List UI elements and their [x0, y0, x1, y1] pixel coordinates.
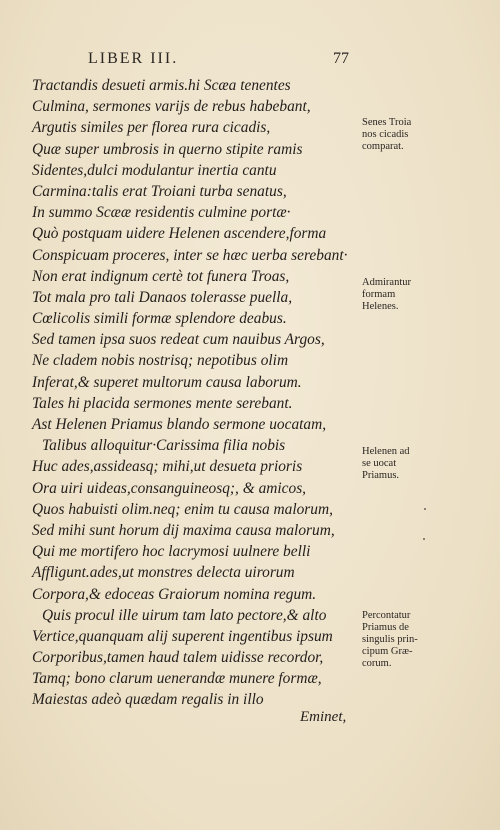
- verse-line: Argutis similes per florea rura cicadis,: [32, 119, 271, 137]
- marginal-note-admirantur: [362, 277, 462, 313]
- verse-line: Tractandis desueti armis.hi Scæa tenentes: [32, 77, 291, 94]
- verse-line: Affligunt.ades,ut monstres delecta uirorum: [32, 564, 295, 582]
- ink-speck: [424, 508, 426, 510]
- marginal-note-line: Helenen ad: [362, 446, 410, 457]
- verse-line: Quos habuisti olim.neq; enim tu causa malorum,: [32, 500, 333, 518]
- verse-line: Non erat indignum certè tot funera Troas,: [32, 267, 290, 285]
- marginal-note-line: comparat.: [362, 141, 404, 152]
- verse-line: Ora uiri uideas,consanguineosq;, & amicos,: [32, 479, 307, 497]
- marginal-note-line: Priamus de: [362, 622, 409, 633]
- verse-line: Inferat,& superet multorum causa laborum.: [32, 373, 302, 391]
- verse-line: Talibus alloquitur·Carissima filia nobis: [42, 437, 286, 455]
- verse-line: Ast Helenen Priamus blando sermone uocatam,: [32, 416, 327, 433]
- verse-line: Sed mihi sunt horum dij maxima causa malorum,: [32, 521, 335, 539]
- running-head: LIBER III.: [88, 50, 179, 67]
- marginal-note-line: Senes Troia: [362, 117, 412, 128]
- verse-line: In summo Scææ residentis culmine portæ·: [32, 204, 291, 222]
- verse-line: Qui me mortifero hoc lacrymosi uulnere belli: [32, 543, 311, 561]
- marginal-note-line: Percontatur: [362, 610, 411, 621]
- marginal-note-line: corum.: [362, 658, 392, 669]
- verse-line: Cœlicolis simili formæ splendore deabus.: [32, 310, 287, 328]
- page-number: 77: [333, 50, 349, 67]
- marginal-note-senes: [362, 117, 462, 153]
- verse-line: Quis procul ille uirum tam lato pectore,& alto: [42, 606, 327, 624]
- marginal-note-line: cipum Græ-: [362, 646, 413, 657]
- verse-line: Sidentes,dulci modulantur inertia cantu: [32, 161, 277, 179]
- marginal-note-line: singulis prin-: [362, 634, 418, 645]
- catchword: Eminet,: [300, 709, 347, 725]
- marginal-note-line: Admirantur: [362, 277, 411, 288]
- verse-line: Corporibus,tamen haud talem uidisse recordor,: [32, 649, 324, 667]
- marginal-note-percontatur: [362, 610, 462, 670]
- verse-line: Tamq; bono clarum uenerandæ munere formæ,: [32, 670, 322, 688]
- verse-line: Carmina:talis erat Troiani turba senatus,: [32, 182, 287, 200]
- verse-line: Quæ super umbrosis in querno stipite ramis: [32, 140, 303, 158]
- verse-line: Huc ades,assideasq; mihi,ut desueta prioris: [32, 458, 303, 476]
- verse-line: Quò postquam uidere Helenen ascendere,forma: [32, 225, 327, 243]
- verse-text: [32, 75, 350, 711]
- verse-line: Vertice,quanquam alij superent ingentibus ipsum: [32, 627, 333, 645]
- marginal-note-line: nos cicadis: [362, 129, 409, 140]
- marginal-note-line: Helenes.: [362, 301, 399, 312]
- verse-line: Tales hi placida sermones mente serebant.: [32, 394, 293, 412]
- verse-line: Conspicuam proceres, inter se hæc uerba serebant·: [32, 246, 348, 264]
- verse-line: Maiestas adeò quædam regalis in illo: [32, 691, 264, 709]
- ink-speck: [423, 538, 425, 540]
- marginal-note-line: se uocat: [362, 458, 397, 469]
- verse-line: Ne cladem nobis nostrisq; nepotibus olim: [32, 352, 289, 370]
- verse-line: Tot mala pro tali Danaos tolerasse puella,: [32, 288, 293, 306]
- marginal-note-line: Priamus.: [362, 470, 400, 481]
- verse-line: Sed tamen ipsa suos redeat cum nauibus Argos,: [32, 331, 325, 349]
- marginal-note-helenen: [362, 446, 462, 482]
- marginal-note-line: formam: [362, 289, 396, 300]
- verse-line: Culmina, sermones varijs de rebus habebant,: [32, 98, 311, 116]
- verse-line: Corpora,& edoceas Graiorum nomina regum.: [32, 585, 317, 603]
